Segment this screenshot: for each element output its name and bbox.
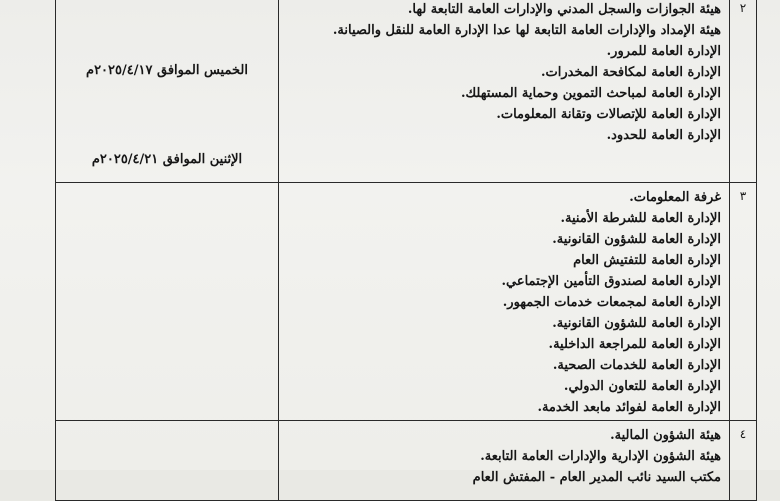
unit-line: هيئة الشؤون الإدارية والإدارات العامة التابعة. [480, 449, 721, 464]
unit-line: الإدارة العامة للمرور. [606, 44, 721, 59]
unit-line: الإدارة العامة لمجمعات خدمات الجمهور. [502, 295, 721, 310]
units-cell [279, 183, 730, 421]
unit-line: الإدارة العامة للإتصالات وتقانة المعلومات. [496, 107, 721, 122]
unit-line: مكتب السيد نائب المدير العام - المفتش العام [472, 470, 721, 485]
unit-line: هيئة الإمداد والإدارات العامة التابعة لها عدا الإدارة العامة للنقل والصيانة. [332, 23, 721, 38]
unit-line: الإدارة العامة للمراجعة الداخلية. [548, 337, 721, 352]
units-cell [279, 421, 730, 501]
unit-line: الإدارة العامة لفوائد مابعد الخدمة. [537, 400, 721, 415]
schedule-table [55, 0, 757, 501]
unit-line: هيئة الجوازات والسجل المدني والإدارات العامة التابعة لها. [407, 2, 721, 17]
date-cell [56, 421, 279, 501]
unit-line: الإدارة العامة للحدود. [606, 128, 721, 143]
unit-line: هيئة الشؤون المالية. [610, 428, 721, 443]
date-cell [56, 151, 279, 421]
unit-line: الإدارة العامة للشؤون القانونية. [552, 316, 721, 331]
meeting-date: الإثنين الموافق ٢٠٢٥/٤/٢١م [91, 151, 243, 167]
unit-line: الإدارة العامة للتعاون الدولي. [563, 379, 721, 394]
row-number-cell [730, 421, 757, 501]
unit-line: الإدارة العامة للخدمات الصحية. [552, 358, 721, 373]
row-number: ٢ [739, 1, 747, 15]
unit-line: غرفة المعلومات. [629, 190, 721, 205]
row-number-cell [730, 183, 757, 421]
table-row [56, 183, 757, 421]
meeting-date: الخميس الموافق ٢٠٢٥/٤/١٧م [86, 62, 248, 78]
row-number-cell [730, 0, 757, 183]
unit-line: الإدارة العامة للشرطة الأمنية. [560, 211, 721, 226]
unit-line: الإدارة العامة للتفتيش العام [573, 253, 721, 268]
unit-line: الإدارة العامة لمباحث التموين وحماية المستهلك. [460, 86, 721, 101]
unit-line: الإدارة العامة لمكافحة المخدرات. [541, 65, 721, 80]
row-number: ٣ [739, 189, 747, 203]
table-row [56, 421, 757, 501]
units-cell [279, 0, 730, 183]
unit-line: الإدارة العامة للشؤون القانونية. [552, 232, 721, 247]
unit-line: الإدارة العامة لصندوق التأمين الإجتماعي. [501, 274, 721, 289]
row-number: ٤ [739, 427, 747, 441]
